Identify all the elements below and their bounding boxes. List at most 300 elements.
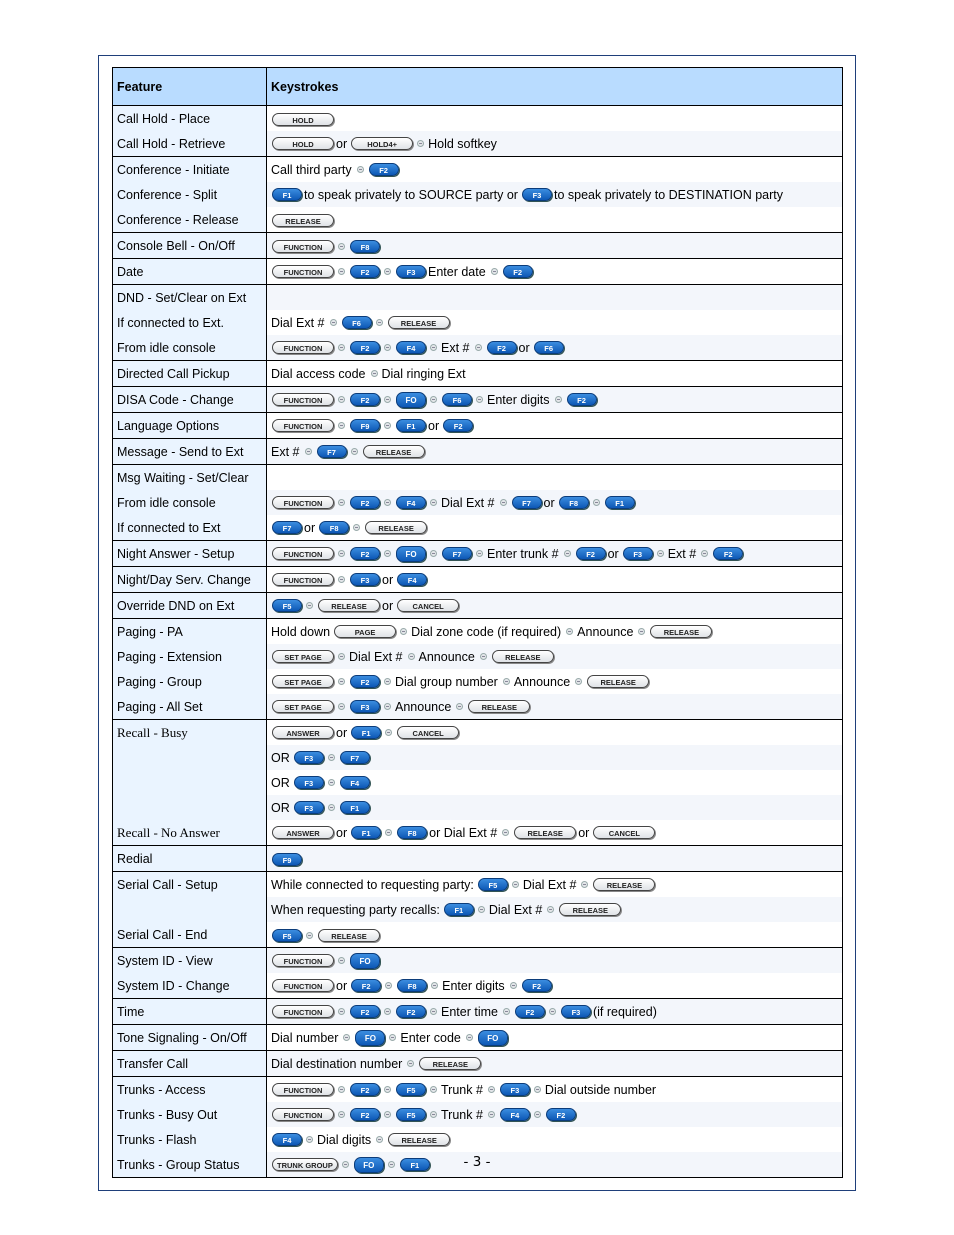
- plus-icon: [476, 550, 483, 557]
- plus-icon: [371, 370, 378, 377]
- table-row: [113, 694, 843, 720]
- key-f3-button[interactable]: F3: [396, 265, 426, 278]
- table-row: [113, 922, 843, 948]
- plus-icon: [430, 1111, 437, 1118]
- instruction-text: Dial ringing Ext: [381, 366, 466, 381]
- key-f2-button[interactable]: F2: [350, 1083, 380, 1096]
- instruction-text: Enter digits: [487, 392, 550, 407]
- key-f4-button[interactable]: F4: [500, 1108, 530, 1121]
- key-f2-button[interactable]: F2: [351, 979, 381, 992]
- key-f2-button[interactable]: F2: [350, 393, 380, 406]
- instruction-text: Dial Ext #: [488, 902, 543, 917]
- key-function-button[interactable]: FUNCTION: [272, 954, 334, 967]
- feature-cell: Paging - PA: [113, 619, 267, 645]
- instruction-text: Call third party: [271, 162, 352, 177]
- plus-icon: [338, 678, 345, 685]
- keystroke-cell: [267, 515, 843, 541]
- plus-icon: [338, 344, 345, 351]
- key-f1-button[interactable]: F1: [340, 801, 370, 814]
- key-function-button[interactable]: FUNCTION: [272, 419, 334, 432]
- key-release-button[interactable]: RELEASE: [514, 826, 576, 839]
- table-row: [113, 157, 843, 183]
- plus-icon: [638, 628, 645, 635]
- table-row: [113, 515, 843, 541]
- instruction-text: Announce: [395, 699, 452, 714]
- key-function-button[interactable]: FUNCTION: [272, 1005, 334, 1018]
- key-hold4-button[interactable]: HOLD4+: [351, 137, 413, 150]
- plus-icon: [400, 628, 407, 635]
- instruction-text: When requesting party recalls:: [271, 902, 440, 917]
- keystroke-cell: [267, 846, 843, 872]
- keystroke-cell: [267, 593, 843, 619]
- table-row: [113, 973, 843, 999]
- key-f3-button[interactable]: F3: [294, 801, 324, 814]
- instruction-text: Enter code: [400, 1030, 461, 1045]
- key-release-button[interactable]: RELEASE: [365, 521, 427, 534]
- key-f3-button[interactable]: F3: [500, 1083, 530, 1096]
- keystroke-cell: [267, 1025, 843, 1051]
- table-row: [113, 439, 843, 465]
- key-f5-button[interactable]: F5: [272, 599, 302, 612]
- plus-icon: [338, 653, 345, 660]
- plus-icon: [376, 319, 383, 326]
- plus-icon: [338, 550, 345, 557]
- feature-cell: Redial: [113, 846, 267, 872]
- key-f8-button[interactable]: F8: [559, 496, 589, 509]
- key-f3-button[interactable]: F3: [294, 776, 324, 789]
- plus-icon: [357, 166, 364, 173]
- instruction-text: Ext #: [271, 444, 300, 459]
- key-f2-button[interactable]: F2: [350, 675, 380, 688]
- instruction-text: OR: [271, 750, 290, 765]
- keystroke-cell: [267, 1051, 843, 1077]
- plus-icon: [701, 550, 708, 557]
- instruction-text: or: [428, 418, 440, 433]
- feature-cell: Recall - No Answer: [113, 820, 267, 846]
- keystroke-cell: [267, 361, 843, 387]
- plus-icon: [534, 1111, 541, 1118]
- key-f7-button[interactable]: F7: [272, 521, 302, 534]
- key-f2-button[interactable]: F2: [443, 419, 473, 432]
- feature-cell: Msg Waiting - Set/Clear: [113, 465, 267, 491]
- table-row: [113, 1102, 843, 1127]
- key-fo-button[interactable]: FO: [396, 392, 426, 408]
- key-f4-button[interactable]: F4: [340, 776, 370, 789]
- keystroke-cell: [267, 948, 843, 974]
- plus-icon: [338, 243, 345, 250]
- plus-icon: [338, 1086, 345, 1093]
- plus-icon: [593, 499, 600, 506]
- plus-icon: [306, 602, 313, 609]
- key-function-button[interactable]: FUNCTION: [272, 573, 334, 586]
- feature-cell: If connected to Ext.: [113, 310, 267, 335]
- instruction-text: Ext #: [441, 340, 470, 355]
- key-f9-button[interactable]: F9: [350, 419, 380, 432]
- plus-icon: [430, 344, 437, 351]
- table-row: [113, 259, 843, 285]
- feature-cell: DND - Set/Clear on Ext: [113, 285, 267, 311]
- keystroke-cell: [267, 541, 843, 567]
- plus-icon: [384, 550, 391, 557]
- plus-icon: [306, 932, 313, 939]
- feature-cell: Paging - Extension: [113, 644, 267, 669]
- key-function-button[interactable]: FUNCTION: [272, 496, 334, 509]
- key-release-button[interactable]: RELEASE: [388, 316, 450, 329]
- table-row: [113, 387, 843, 413]
- key-f2-button[interactable]: F2: [487, 341, 517, 354]
- plus-icon: [351, 448, 358, 455]
- instruction-text: Trunk #: [441, 1107, 483, 1122]
- table-row: [113, 1127, 843, 1152]
- instruction-text: or: [543, 495, 555, 510]
- table-row: [113, 567, 843, 593]
- instruction-text: Enter digits: [442, 978, 505, 993]
- key-release-button[interactable]: RELEASE: [388, 1133, 450, 1146]
- key-release-button[interactable]: RELEASE: [318, 929, 380, 942]
- plus-icon: [305, 448, 312, 455]
- key-f2-button[interactable]: F2: [350, 547, 380, 560]
- plus-icon: [343, 1034, 350, 1041]
- key-release-button[interactable]: RELEASE: [650, 625, 712, 638]
- keystroke-cell: [267, 106, 843, 132]
- key-f1-button[interactable]: F1: [444, 903, 474, 916]
- instruction-text: Ext #: [667, 546, 697, 561]
- table-row: [113, 1051, 843, 1077]
- key-f4-button[interactable]: F4: [396, 341, 426, 354]
- key-function-button[interactable]: FUNCTION: [272, 393, 334, 406]
- instruction-text: or: [304, 520, 316, 535]
- key-f2-button[interactable]: F2: [350, 1108, 380, 1121]
- key-function-button[interactable]: FUNCTION: [272, 547, 334, 560]
- instruction-text: or: [336, 725, 348, 740]
- key-set-page-button[interactable]: SET PAGE: [272, 675, 334, 688]
- keystroke-cell: [267, 233, 843, 259]
- instruction-text: Dial Ext #: [441, 495, 495, 510]
- key-f1-button[interactable]: F1: [351, 726, 381, 739]
- table-row: [113, 999, 843, 1025]
- plus-icon: [338, 576, 345, 583]
- key-f3-button[interactable]: F3: [294, 751, 324, 764]
- plus-icon: [430, 1008, 437, 1015]
- keystroke-cell: [267, 1152, 843, 1178]
- table-row: [113, 413, 843, 439]
- feature-cell: Language Options: [113, 413, 267, 439]
- key-f1-button[interactable]: F1: [351, 826, 381, 839]
- key-f4-button[interactable]: F4: [396, 496, 426, 509]
- instruction-text: or: [336, 978, 348, 993]
- plus-icon: [502, 829, 509, 836]
- plus-icon: [330, 319, 337, 326]
- table-row: [113, 948, 843, 974]
- key-release-button[interactable]: RELEASE: [468, 700, 530, 713]
- feature-cell: [113, 795, 267, 820]
- instruction-text: Dial group number: [395, 674, 498, 689]
- key-f3-button[interactable]: F3: [350, 700, 380, 713]
- keystroke-cell: [267, 669, 843, 694]
- plus-icon: [328, 754, 335, 761]
- plus-icon: [476, 396, 483, 403]
- key-f5-button[interactable]: F5: [396, 1083, 426, 1096]
- table-row: [113, 1025, 843, 1051]
- key-release-button[interactable]: RELEASE: [419, 1057, 481, 1070]
- table-row: [113, 361, 843, 387]
- keystroke-cell: [267, 1077, 843, 1103]
- key-hold-button[interactable]: HOLD: [272, 113, 334, 126]
- key-page-button[interactable]: PAGE: [334, 625, 396, 638]
- feature-cell: Message - Send to Ext: [113, 439, 267, 465]
- key-f2-button[interactable]: F2: [522, 979, 552, 992]
- key-fo-button[interactable]: FO: [354, 1157, 384, 1173]
- feature-cell: System ID - Change: [113, 973, 267, 999]
- key-f7-button[interactable]: F7: [317, 445, 347, 458]
- key-f7-button[interactable]: F7: [442, 547, 472, 560]
- feature-cell: Conference - Split: [113, 182, 267, 207]
- keystroke-cell: [267, 694, 843, 720]
- key-release-button[interactable]: RELEASE: [363, 445, 425, 458]
- key-f2-button[interactable]: F2: [567, 393, 597, 406]
- plus-icon: [510, 982, 517, 989]
- feature-cell: Trunks - Busy Out: [113, 1102, 267, 1127]
- instruction-text: Dial destination number: [271, 1056, 403, 1071]
- key-f8-button[interactable]: F8: [319, 521, 349, 534]
- key-release-button[interactable]: RELEASE: [318, 599, 380, 612]
- plus-icon: [385, 829, 392, 836]
- key-release-button[interactable]: RELEASE: [272, 214, 334, 227]
- key-f2-button[interactable]: F2: [350, 265, 380, 278]
- table-row: [113, 897, 843, 922]
- instruction-text: Dial digits: [317, 1132, 372, 1147]
- key-f2-button[interactable]: F2: [713, 547, 743, 560]
- key-release-button[interactable]: RELEASE: [559, 903, 621, 916]
- key-f4-button[interactable]: F4: [397, 573, 427, 586]
- feature-cell: Night Answer - Setup: [113, 541, 267, 567]
- plus-icon: [657, 550, 664, 557]
- keystroke-cell: [267, 439, 843, 465]
- table-row: [113, 770, 843, 795]
- feature-cell: [113, 897, 267, 922]
- plus-icon: [430, 396, 437, 403]
- plus-icon: [430, 1086, 437, 1093]
- table-row: [113, 619, 843, 645]
- plus-icon: [549, 1008, 556, 1015]
- table-row: [113, 182, 843, 207]
- feature-cell: From idle console: [113, 335, 267, 361]
- key-f3-button[interactable]: F3: [561, 1005, 591, 1018]
- key-f6-button[interactable]: F6: [342, 316, 372, 329]
- table-row: [113, 872, 843, 898]
- instruction-text: Dial outside number: [544, 1082, 657, 1097]
- feature-cell: Trunks - Flash: [113, 1127, 267, 1152]
- instruction-text: Enter date: [428, 264, 486, 279]
- instruction-text: or: [336, 825, 348, 840]
- key-release-button[interactable]: RELEASE: [593, 878, 655, 891]
- plus-icon: [384, 396, 391, 403]
- feature-cell: [113, 770, 267, 795]
- plus-icon: [384, 1008, 391, 1015]
- feature-cell: Call Hold - Retrieve: [113, 131, 267, 157]
- instruction-text: Dial number: [271, 1030, 339, 1045]
- keystroke-cell: [267, 490, 843, 515]
- key-f8-button[interactable]: F8: [397, 826, 427, 839]
- key-f2-button[interactable]: F2: [546, 1108, 576, 1121]
- plus-icon: [384, 499, 391, 506]
- table-row: [113, 335, 843, 361]
- key-fo-button[interactable]: FO: [396, 546, 426, 562]
- plus-icon: [384, 344, 391, 351]
- key-function-button[interactable]: FUNCTION: [272, 979, 334, 992]
- instruction-text: or: [607, 546, 619, 561]
- key-fo-button[interactable]: FO: [350, 953, 380, 969]
- key-f2-button[interactable]: F2: [515, 1005, 545, 1018]
- key-f2-button[interactable]: F2: [396, 1005, 426, 1018]
- instruction-text: Hold softkey: [428, 136, 497, 151]
- key-release-button[interactable]: RELEASE: [587, 675, 649, 688]
- key-f4-button[interactable]: F4: [272, 1133, 302, 1146]
- plus-icon: [384, 678, 391, 685]
- key-f3-button[interactable]: F3: [350, 573, 380, 586]
- key-f7-button[interactable]: F7: [512, 496, 542, 509]
- instruction-text: or Dial Ext #: [429, 825, 498, 840]
- plus-icon: [328, 779, 335, 786]
- feature-cell: Recall - Busy: [113, 720, 267, 746]
- keystroke-cell: [267, 973, 843, 999]
- key-fo-button[interactable]: FO: [355, 1030, 385, 1046]
- feature-cell: Trunks - Group Status: [113, 1152, 267, 1178]
- key-function-button[interactable]: FUNCTION: [272, 1108, 334, 1121]
- feature-cell: Directed Call Pickup: [113, 361, 267, 387]
- instruction-text: to speak privately to DESTINATION party: [553, 187, 783, 202]
- table-row: [113, 720, 843, 746]
- keystroke-cell: [267, 413, 843, 439]
- plus-icon: [431, 982, 438, 989]
- table-row: [113, 285, 843, 311]
- instruction-text: OR: [271, 800, 290, 815]
- key-f7-button[interactable]: F7: [340, 751, 370, 764]
- key-f6-button[interactable]: F6: [442, 393, 472, 406]
- key-f8-button[interactable]: F8: [397, 979, 427, 992]
- key-answer-button[interactable]: ANSWER: [272, 726, 334, 739]
- key-fo-button[interactable]: FO: [478, 1030, 508, 1046]
- plus-icon: [581, 881, 588, 888]
- key-cancel-button[interactable]: CANCEL: [593, 826, 655, 839]
- instruction-text: Enter time: [441, 1004, 498, 1019]
- plus-icon: [338, 268, 345, 275]
- plus-icon: [338, 703, 345, 710]
- key-set-page-button[interactable]: SET PAGE: [272, 700, 334, 713]
- feature-cell: Conference - Initiate: [113, 157, 267, 183]
- keystroke-cell: [267, 465, 843, 491]
- instruction-text: to speak privately to SOURCE party or: [304, 187, 518, 202]
- instruction-text: Dial access code: [271, 366, 366, 381]
- key-release-button[interactable]: RELEASE: [492, 650, 554, 663]
- instruction-text: Announce: [513, 674, 571, 689]
- key-f2-button[interactable]: F2: [576, 547, 606, 560]
- plus-icon: [500, 499, 507, 506]
- feature-cell: Call Hold - Place: [113, 106, 267, 132]
- plus-icon: [385, 729, 392, 736]
- instruction-text: or: [578, 825, 590, 840]
- key-function-button[interactable]: FUNCTION: [272, 341, 334, 354]
- key-f1-button[interactable]: F1: [400, 1158, 430, 1171]
- keystroke-cell: [267, 644, 843, 669]
- key-f1-button[interactable]: F1: [605, 496, 635, 509]
- plus-icon: [408, 653, 415, 660]
- key-answer-button[interactable]: ANSWER: [272, 826, 334, 839]
- table-row: [113, 131, 843, 157]
- key-f8-button[interactable]: F8: [350, 240, 380, 253]
- feature-cell: Tone Signaling - On/Off: [113, 1025, 267, 1051]
- instruction-text: Hold down: [271, 624, 331, 639]
- plus-icon: [384, 1086, 391, 1093]
- plus-icon: [338, 499, 345, 506]
- keystroke-cell: [267, 770, 843, 795]
- key-cancel-button[interactable]: CANCEL: [397, 599, 459, 612]
- key-f6-button[interactable]: F6: [534, 341, 564, 354]
- key-hold-button[interactable]: HOLD: [272, 137, 334, 150]
- key-f3-button[interactable]: F3: [623, 547, 653, 560]
- table-row: [113, 745, 843, 770]
- table-row: [113, 310, 843, 335]
- plus-icon: [353, 524, 360, 531]
- feature-cell: Paging - Group: [113, 669, 267, 694]
- feature-cell: Date: [113, 259, 267, 285]
- key-function-button[interactable]: FUNCTION: [272, 240, 334, 253]
- keystroke-cell: [267, 1102, 843, 1127]
- key-f2-button[interactable]: F2: [350, 341, 380, 354]
- plus-icon: [389, 1034, 396, 1041]
- key-f2-button[interactable]: F2: [350, 496, 380, 509]
- key-f1-button[interactable]: F1: [396, 419, 426, 432]
- key-cancel-button[interactable]: CANCEL: [397, 726, 459, 739]
- key-function-button[interactable]: FUNCTION: [272, 265, 334, 278]
- header-feature: Feature: [113, 68, 267, 106]
- key-f5-button[interactable]: F5: [396, 1108, 426, 1121]
- feature-cell: Conference - Release: [113, 207, 267, 233]
- plus-icon: [338, 1111, 345, 1118]
- instruction-text: Dial zone code (if required): [411, 624, 562, 639]
- key-f5-button[interactable]: F5: [478, 878, 508, 891]
- plus-icon: [564, 550, 571, 557]
- feature-cell: Console Bell - On/Off: [113, 233, 267, 259]
- keystroke-cell: [267, 335, 843, 361]
- feature-cell: Trunks - Access: [113, 1077, 267, 1103]
- keystroke-cell: [267, 619, 843, 645]
- plus-icon: [384, 703, 391, 710]
- keystroke-cell: [267, 310, 843, 335]
- key-set-page-button[interactable]: SET PAGE: [272, 650, 334, 663]
- plus-icon: [547, 906, 554, 913]
- instruction-text: or: [336, 136, 348, 151]
- key-f2-button[interactable]: F2: [369, 163, 399, 176]
- instruction-text: While connected to requesting party:: [271, 877, 474, 892]
- key-f5-button[interactable]: F5: [272, 929, 302, 942]
- plus-icon: [407, 1060, 414, 1067]
- table-row: [113, 1077, 843, 1103]
- key-trunk-group-button[interactable]: TRUNK GROUP: [272, 1158, 338, 1171]
- key-function-button[interactable]: FUNCTION: [272, 1083, 334, 1096]
- keystroke-cell: [267, 999, 843, 1025]
- keystroke-cell: [267, 1127, 843, 1152]
- key-f2-button[interactable]: F2: [503, 265, 533, 278]
- key-f3-button[interactable]: F3: [522, 188, 552, 201]
- page-number: - 3 -: [463, 1154, 491, 1170]
- key-f2-button[interactable]: F2: [350, 1005, 380, 1018]
- header-keystrokes: Keystrokes: [267, 68, 843, 106]
- feature-cell: System ID - View: [113, 948, 267, 974]
- instruction-text: Enter trunk #: [487, 546, 559, 561]
- key-f9-button[interactable]: F9: [272, 853, 302, 866]
- key-f1-button[interactable]: F1: [272, 188, 302, 201]
